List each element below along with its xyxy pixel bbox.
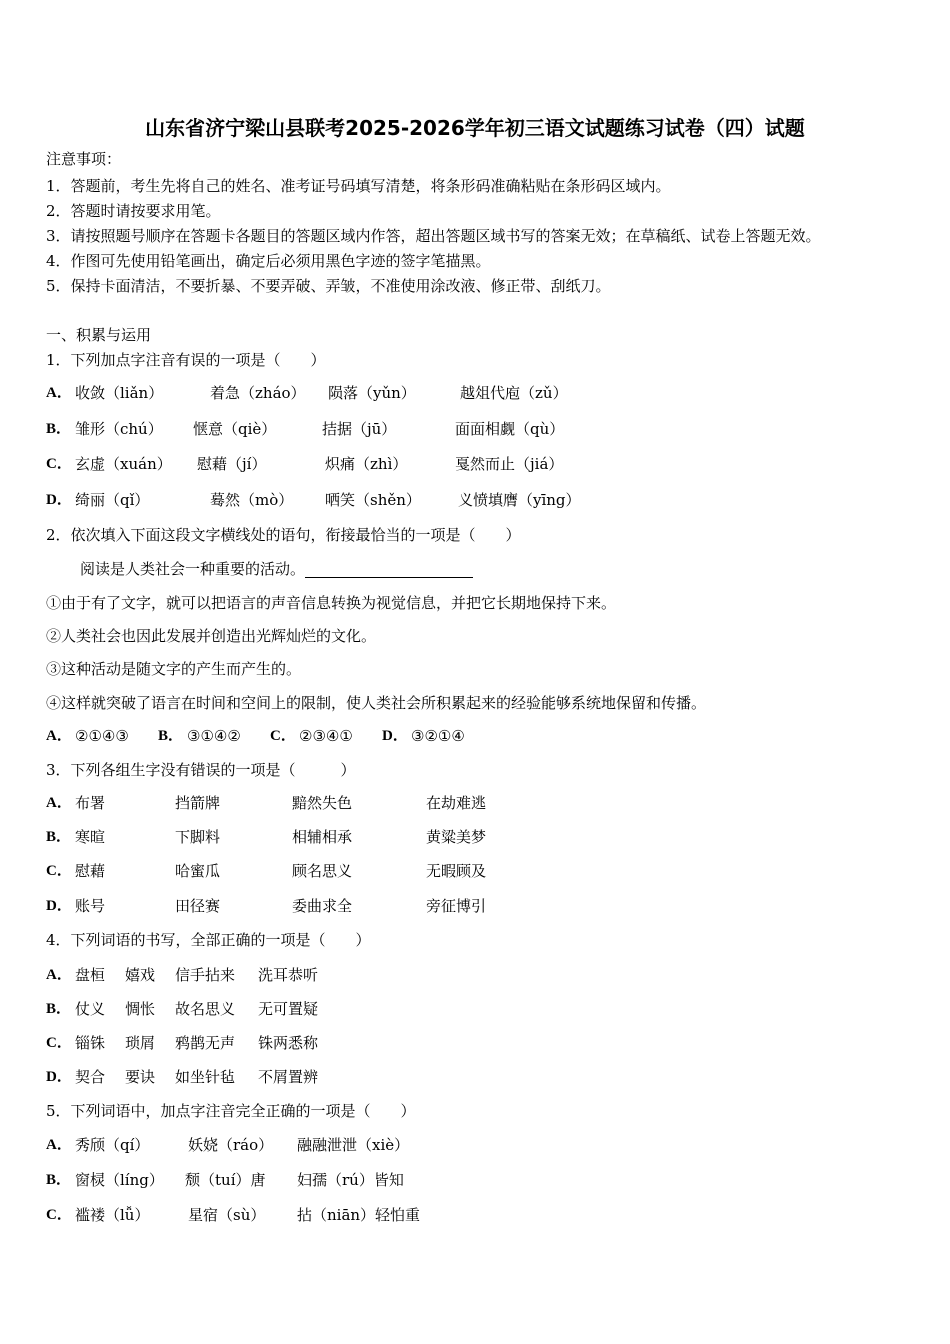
option-item: 越俎代庖（zǔ） — [460, 384, 568, 402]
option-item: 拈（niān）轻怕重 — [297, 1206, 421, 1224]
sentence: ③这种活动是随文字的产生而产生的。 — [46, 660, 302, 678]
option-label: B． — [46, 1001, 72, 1017]
option-item: 窗棂（líng） — [75, 1171, 164, 1189]
sentence: ②人类社会也因此发展并创造出光辉灿烂的文化。 — [46, 627, 377, 645]
option-item: 鸦鹊无声 — [175, 1034, 236, 1052]
sentence: ④这样就突破了语言在时间和空间上的限制，使人类社会所积累起来的经验能够系统地保留和传播。 — [46, 694, 707, 712]
passage: 阅读是人类社会一种重要的活动。 — [80, 559, 473, 579]
option-item: 寒暄 — [75, 828, 106, 846]
answer-blank — [305, 563, 473, 578]
option-label: C． — [46, 863, 72, 879]
option-label: A． — [46, 728, 72, 744]
option-item: 褴褛（lǚ） — [75, 1206, 150, 1224]
option-item: 顾名思义 — [292, 862, 353, 880]
option-item: 要诀 — [125, 1068, 156, 1086]
option-label: C． — [46, 1035, 72, 1051]
option-item: 信手拈来 — [175, 966, 236, 984]
question-stem: 5．下列词语中，加点字注音完全正确的一项是（ ） — [46, 1102, 416, 1120]
option-item: 哈蜜瓜 — [175, 862, 221, 880]
option-item: 无可置疑 — [258, 1000, 319, 1018]
option-item: 挡箭牌 — [175, 794, 221, 812]
option-item: 琐屑 — [125, 1034, 156, 1052]
option-item: 面面相觑（qù） — [455, 420, 565, 438]
option-item: 拮据（jū） — [322, 420, 397, 438]
option-item: 秀颀（qí） — [75, 1136, 150, 1154]
option-label: A． — [46, 385, 72, 401]
option-item: 蓦然（mò） — [210, 491, 294, 509]
option-label: A． — [46, 1137, 72, 1153]
option-item: 颓（tuí）唐 — [185, 1171, 266, 1189]
option-item: 慰藉 — [75, 862, 106, 880]
notice-item: 1．答题前，考生先将自己的姓名、准考证号码填写清楚，将条形码准确粘贴在条形码区域内。 — [46, 177, 671, 195]
notice-item: 5．保持卡面清洁，不要折暴、不要弄破、弄皱，不准使用涂改液、修正带、刮纸刀。 — [46, 277, 611, 295]
option-label: B． — [46, 829, 72, 845]
option-item: 田径赛 — [175, 897, 221, 915]
option-item: 故名思义 — [175, 1000, 236, 1018]
option-item: 铢两悉称 — [258, 1034, 319, 1052]
option-label: C． — [46, 1207, 72, 1223]
option-item: 旁征博引 — [426, 897, 487, 915]
option-item: 着急（zháo） — [210, 384, 306, 402]
option-item: 义愤填膺（yīng） — [458, 491, 581, 509]
option-item: 惬意（qiè） — [193, 420, 277, 438]
option-item: 不屑置辨 — [258, 1068, 319, 1086]
option-item: 炽痛（zhì） — [325, 455, 408, 473]
option-item: 戛然而止（jiá） — [455, 455, 564, 473]
question-stem: 4．下列词语的书写，全部正确的一项是（ ） — [46, 931, 371, 949]
option-item: 融融泄泄（xiè） — [297, 1136, 410, 1154]
option-item: 星宿（sù） — [188, 1206, 266, 1224]
option-item: 绮丽（qǐ） — [75, 491, 150, 509]
option-item: ②③④① — [299, 727, 353, 745]
option-item: 收敛（liǎn） — [75, 384, 164, 402]
option-label: C． — [270, 728, 296, 744]
option-item: 布署 — [75, 794, 106, 812]
option-item: 盘桓 — [75, 966, 106, 984]
document-title: 山东省济宁梁山县联考2025-2026学年初三语文试题练习试卷（四）试题 — [145, 116, 805, 140]
option-item: ③①④② — [187, 727, 241, 745]
notice-item: 3．请按照题号顺序在答题卡各题目的答题区域内作答，超出答题区域书写的答案无效；在草稿纸、试卷上答题无效。 — [46, 227, 821, 245]
option-item: ②①④③ — [75, 727, 129, 745]
option-item: 妇孺（rú）皆知 — [297, 1171, 404, 1189]
option-label: A． — [46, 795, 72, 811]
option-item: 锱铢 — [75, 1034, 106, 1052]
option-item: 哂笑（shěn） — [325, 491, 421, 509]
option-label: D． — [46, 492, 72, 508]
section-heading: 一、积累与运用 — [46, 326, 152, 344]
option-item: ③②①④ — [411, 727, 465, 745]
option-item: 如坐针毡 — [175, 1068, 236, 1086]
question-stem: 3．下列各组生字没有错误的一项是（ ） — [46, 761, 356, 779]
notice-heading: 注意事项： — [46, 150, 122, 168]
question-stem: 2．依次填入下面这段文字横线处的语句，衔接最恰当的一项是（ ） — [46, 526, 521, 544]
option-item: 黄粱美梦 — [426, 828, 487, 846]
option-item: 雏形（chú） — [75, 420, 163, 438]
option-label: B． — [46, 421, 72, 437]
option-item: 玄虚（xuán） — [75, 455, 172, 473]
option-item: 仗义 — [75, 1000, 106, 1018]
option-label: C． — [46, 456, 72, 472]
option-item: 账号 — [75, 897, 106, 915]
option-label: A． — [46, 967, 72, 983]
option-item: 委曲求全 — [292, 897, 353, 915]
option-label: B． — [46, 1172, 72, 1188]
option-item: 陨落（yǔn） — [328, 384, 416, 402]
option-label: D． — [46, 1069, 72, 1085]
option-label: D． — [46, 898, 72, 914]
option-item: 无暇顾及 — [426, 862, 487, 880]
option-item: 黯然失色 — [292, 794, 353, 812]
option-item: 相辅相承 — [292, 828, 353, 846]
notice-item: 4．作图可先使用铅笔画出，确定后必须用黑色字迹的签字笔描黑。 — [46, 252, 491, 270]
option-item: 惆怅 — [125, 1000, 156, 1018]
notice-item: 2．答题时请按要求用笔。 — [46, 202, 221, 220]
option-label: B． — [158, 728, 184, 744]
option-item: 洗耳恭听 — [258, 966, 319, 984]
option-item: 在劫难逃 — [426, 794, 487, 812]
option-item: 慰藉（jí） — [197, 455, 267, 473]
sentence: ①由于有了文字，就可以把语言的声音信息转换为视觉信息，并把它长期地保持下来。 — [46, 594, 617, 612]
option-item: 契合 — [75, 1068, 106, 1086]
option-item: 嬉戏 — [125, 966, 156, 984]
option-item: 妖娆（ráo） — [188, 1136, 274, 1154]
option-label: D． — [382, 728, 408, 744]
option-item: 下脚料 — [175, 828, 221, 846]
question-stem: 1．下列加点字注音有误的一项是（ ） — [46, 351, 326, 369]
